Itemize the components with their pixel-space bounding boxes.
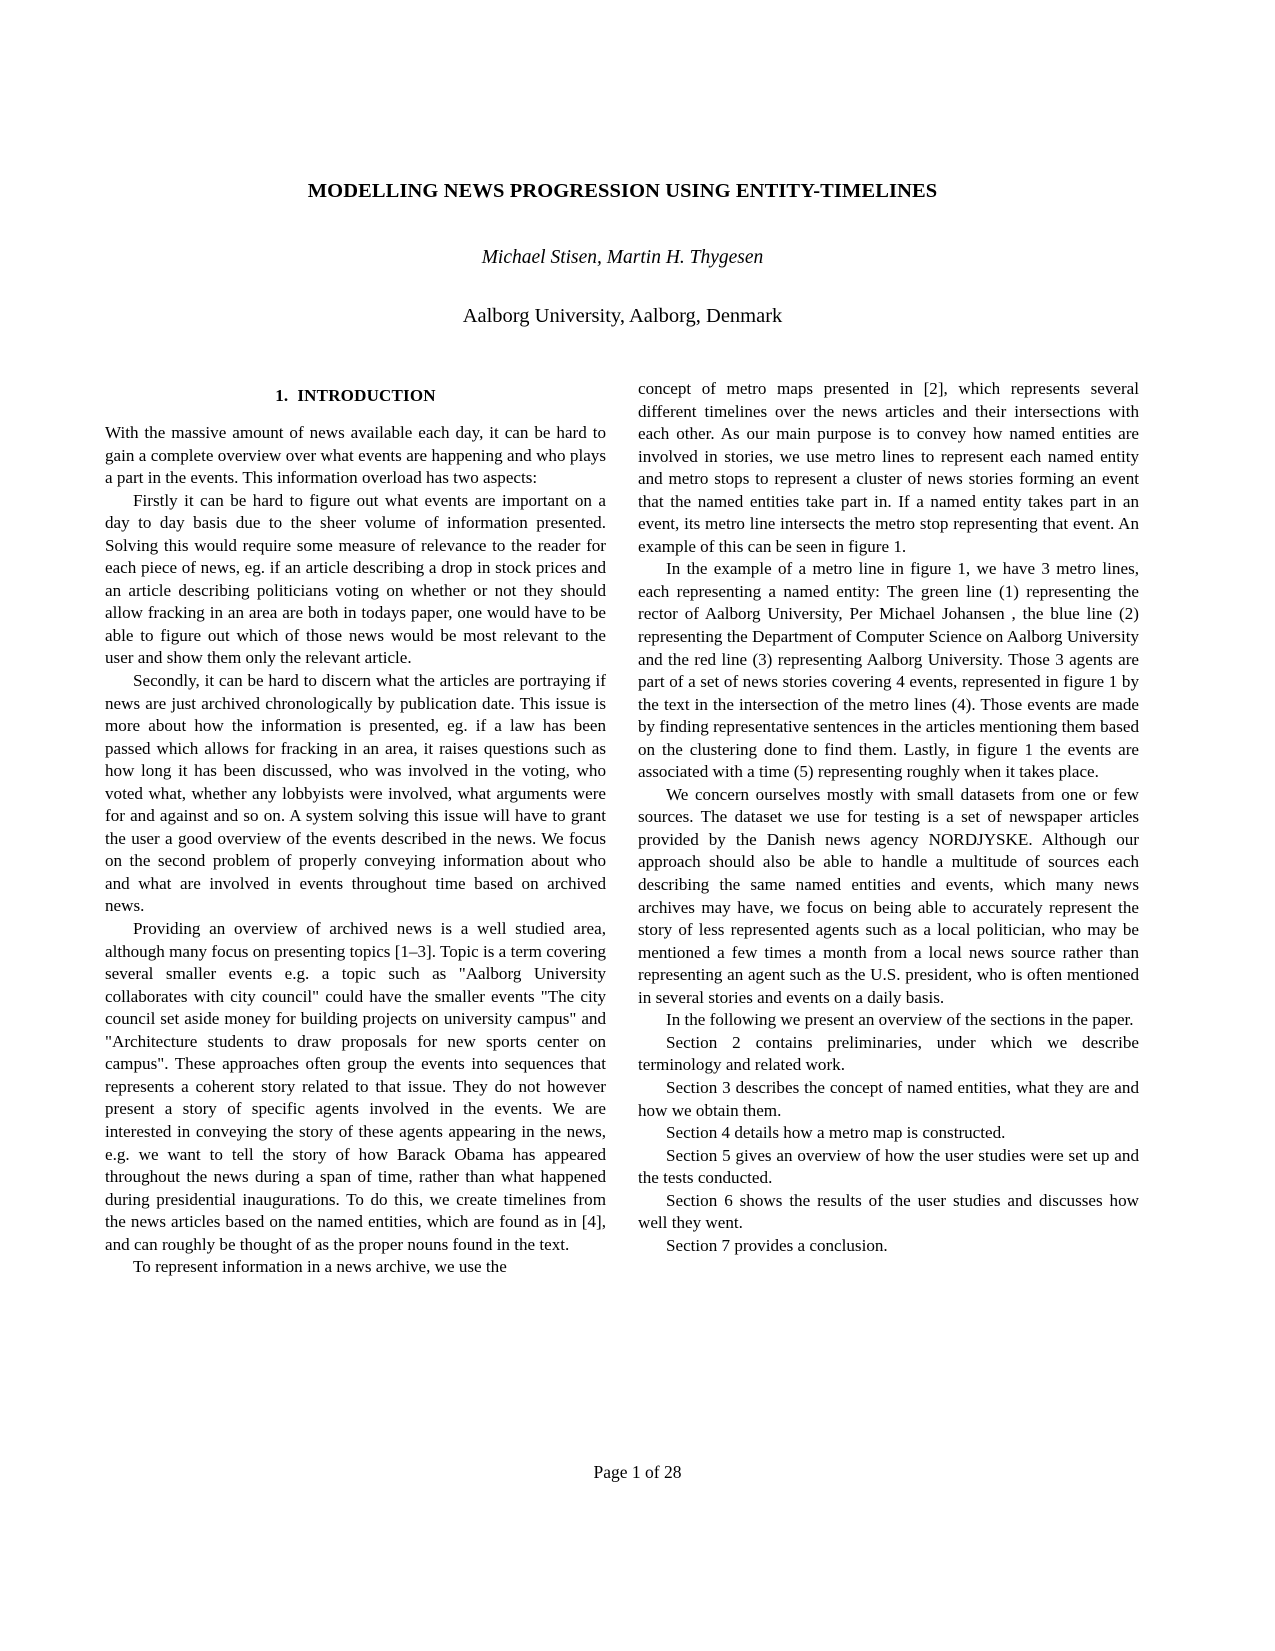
paragraph: Secondly, it can be hard to discern what the articles are portraying if news are just archived chronologically by publication date. This issue is more about how the information is presented, eg. if a law has been passed which allows for fracking in an area, it raises questions such as how long it has been discussed, who was involved in the voting, who voted what, whether any lobbyists were involved, what arguments were for and against and so on. A system solving this issue will have to grant the user a good overview of the events described in the news. We focus on the second problem of properly conveying information about who and what are involved in events throughout time based on archived news. bbox=[105, 671, 606, 916]
right-column bbox=[638, 378, 1139, 1448]
paragraph: Section 4 details how a metro map is constructed. bbox=[666, 1123, 1006, 1143]
paragraph: Section 2 contains preliminaries, under which we describe terminology and related work. bbox=[638, 1032, 1139, 1075]
paragraph: Firstly it can be hard to figure out what events are important on a day to day basis due to the sheer volume of information presented. Solving this would require some measure of relevance to the reader for each piece of news, eg. if an article describing a drop in stock prices and an article describing politicians voting on whether or not they should allow fracking in an area are both in todays paper, one would have to be able to figure out which of those news would be most relevant to the user and show them only the relevant article. bbox=[105, 490, 606, 668]
author-list: Michael Stisen, Martin H. Thygesen bbox=[481, 246, 764, 268]
title-block bbox=[105, 178, 1140, 330]
paragraph: Section 7 provides a conclusion. bbox=[666, 1235, 888, 1255]
page-title: MODELLING NEWS PROGRESSION USING ENTITY-TIMELINES bbox=[307, 180, 938, 202]
paragraph: With the massive amount of news available each day, it can be hard to gain a complete overview over what events are happening and who plays a part in the events. This information overload has two aspects: bbox=[105, 423, 606, 488]
affiliation: Aalborg University, Aalborg, Denmark bbox=[462, 304, 783, 327]
body-columns bbox=[105, 378, 1140, 1448]
paragraph: Section 5 gives an overview of how the user studies were set up and the tests conducted. bbox=[638, 1145, 1139, 1188]
section-title: INTRODUCTION bbox=[297, 386, 436, 405]
paragraph: concept of metro maps presented in [2], which represents several different timelines over the news articles and their intersections with each other. As our main purpose is to convey how named entities are involved in stories, we use metro lines to represent each named entity and metro stops to represent a cluster of news stories forming an event that the named entities take part in. If a named entity takes part in an event, its metro line intersects the metro stop representing that event. An example of this can be seen in figure 1. bbox=[638, 379, 1139, 556]
paragraph: We concern ourselves mostly with small datasets from one or few sources. The dataset we use for testing is a set of newspaper articles provided by the Danish news agency NORDJYSKE. Although our approach should also be able to handle a multitude of sources each describing the same named entities and events, which many news archives may have, we focus on being able to accurately represent the story of less represented agents such as a local politician, who may be mentioned a few times a month from a local news source rather than representing an agent such as the U.S. president, who is often mentioned in several stories and events on a daily basis. bbox=[638, 784, 1139, 1007]
section-number: 1. bbox=[275, 386, 289, 405]
left-column bbox=[105, 378, 606, 1448]
paragraph: Providing an overview of archived news is a well studied area, although many focus on presenting topics [1–3]. Topic is a term covering several smaller events e.g. a topic such as "Aalborg University collaborates with city council" could have the smaller events "The city council set aside money for building projects on university campus" and "Architecture students to draw proposals for new sports center on campus". These approaches often group the events into sequences that represents a coherent story related to that issue. They do not however present a story of specific agents involved in the events. We are interested in conveying the story of these agents appearing in the news, e.g. we want to tell the story of how Barack Obama has appeared throughout the news during a span of time, rather than what happened during presidential inaugurations. To do this, we create timelines from the news articles based on the named entities, which are found as in [4], and can roughly be thought of as the proper nouns found in the text. bbox=[105, 919, 606, 1254]
paragraph: To represent information in a news archive, we use the bbox=[133, 1257, 507, 1277]
page-footer: Page 1 of 28 bbox=[593, 1462, 682, 1482]
paragraph: Section 3 describes the concept of named entities, what they are and how we obtain them. bbox=[638, 1077, 1139, 1120]
paragraph: In the example of a metro line in figure 1, we have 3 metro lines, each representing a named entity: The green line (1) representing the rector of Aalborg University, Per Michael Johansen , the blue line (2) representing the Department of Computer Science on Aalborg University and the red line (3) representing Aalborg University. Those 3 agents are part of a set of news stories covering 4 events, represented in figure 1 by the text in the intersection of the metro lines (4). Those events are made by finding representative sentences in the articles mentioning them based on the clustering done to find them. Lastly, in figure 1 the events are associated with a time (5) representing roughly when it takes place. bbox=[638, 559, 1139, 782]
paragraph: In the following we present an overview of the sections in the paper. bbox=[666, 1010, 1134, 1030]
paragraph: Section 6 shows the results of the user studies and discusses how well they went. bbox=[638, 1190, 1139, 1233]
section-heading-introduction bbox=[105, 386, 606, 406]
